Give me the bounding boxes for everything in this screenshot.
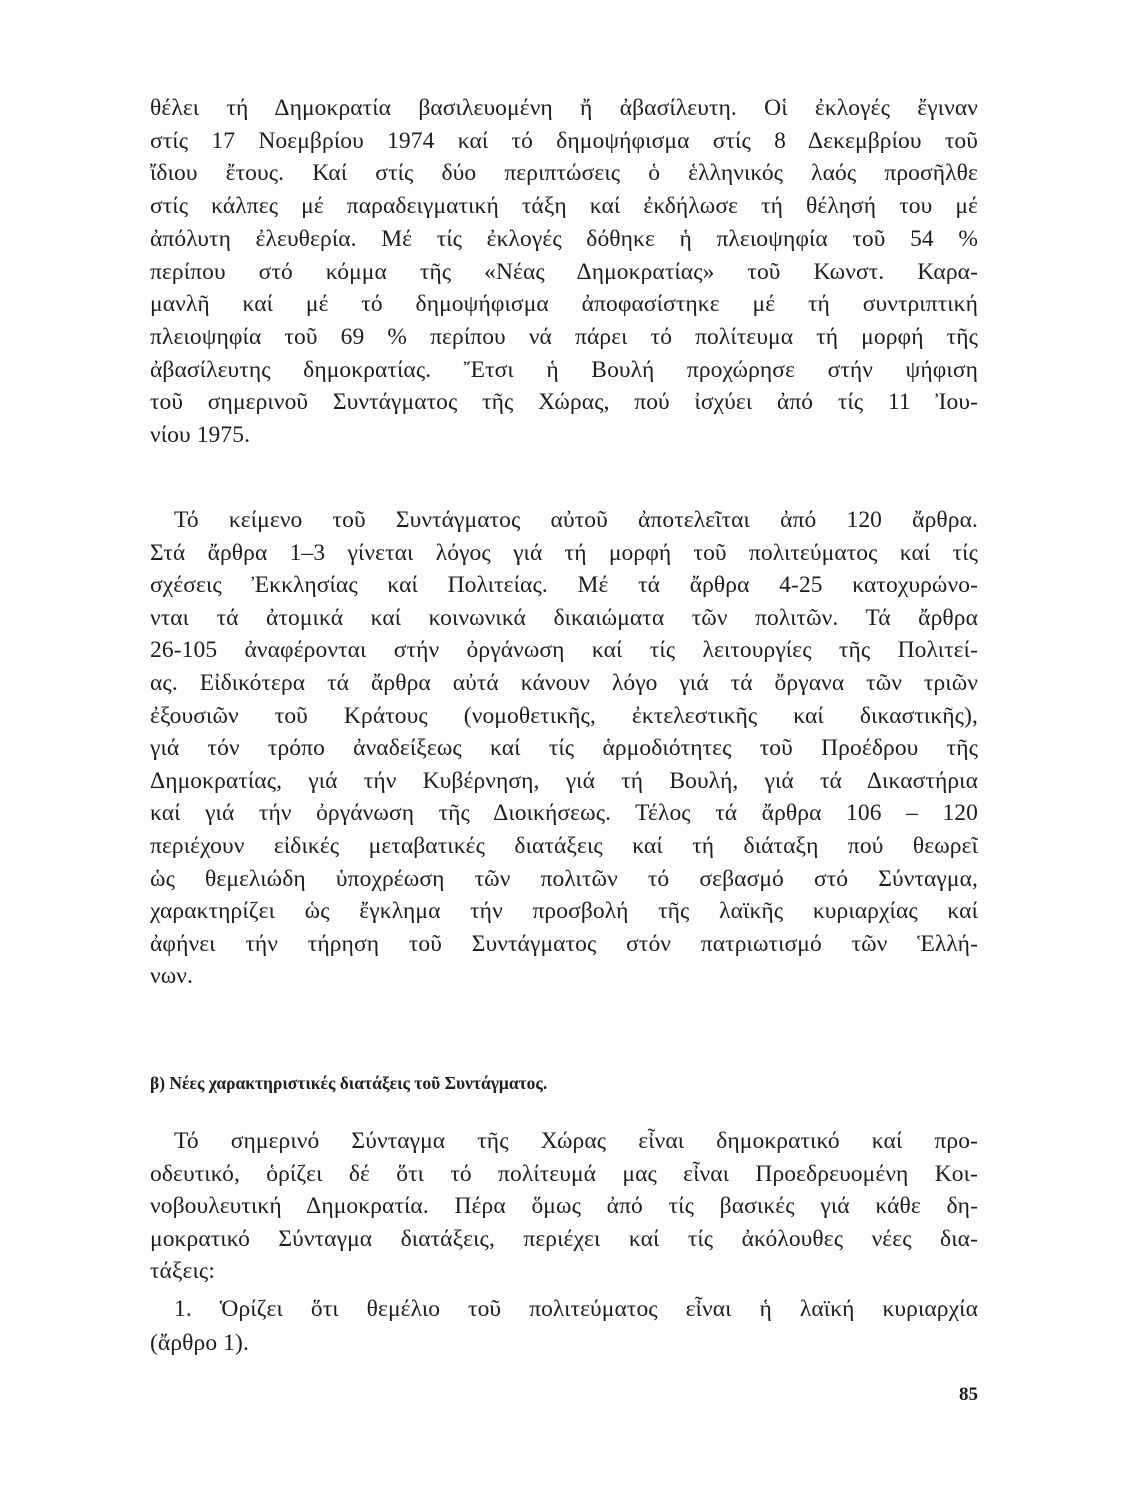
text-line: μοκρατικό Σύνταγμα διατάξεις, περιέχει καί τίς ἀκόλουθες νέες δια- bbox=[150, 1225, 978, 1252]
text-line: Στά ἄρθρα 1–3 γίνεται λόγος γιά τή μορφή τοῦ πολιτεύματος καί τίς bbox=[150, 539, 978, 566]
text-line: ἀβασίλευτης δημοκρατίας. Ἔτσι ἡ Βουλή προχώρησε στήν ψήφιση bbox=[150, 356, 978, 383]
text-line: νοβουλευτική Δημοκρατία. Πέρα ὅμως ἀπό τίς βασικές γιά κάθε δη- bbox=[150, 1193, 978, 1219]
text-line: σχέσεις Ἐκκλησίας καί Πολιτείας. Μέ τά ἄρθρα 4-25 κατοχυρώνο- bbox=[150, 572, 978, 599]
text-line: πλειοψηφία τοῦ 69 % περίπου νά πάρει τό πολίτευμα τή μορφή τῆς bbox=[150, 323, 978, 350]
text-line: γιά τόν τρόπο ἀναδείξεως καί τίς ἁρμοδιότητες τοῦ Προέδρου τῆς bbox=[150, 735, 978, 762]
text-line: νίου 1975. bbox=[150, 422, 251, 448]
page-number: 85 bbox=[959, 1384, 978, 1405]
text-line: περιέχουν εἰδικές μεταβατικές διατάξεις καί τή διάταξη πού θεωρεῖ bbox=[150, 833, 978, 859]
text-line: καί γιά τήν ὀργάνωση τῆς Διοικήσεως. Τέλος τά ἄρθρα 106 – 120 bbox=[150, 800, 978, 827]
text-line: μανλῆ καί μέ τό δημοψήφισμα ἀποφασίστηκε μέ τή συντριπτική bbox=[150, 291, 978, 318]
text-line: νται τά ἀτομικά καί κοινωνικά δικαιώματα τῶν πολιτῶν. Τά ἄρθρα bbox=[150, 604, 978, 631]
text-line: Τό σημερινό Σύνταγμα τῆς Χώρας εἶναι δημοκρατικό καί προ- bbox=[174, 1128, 978, 1154]
text-line: περίπου στό κόμμα τῆς «Νέας Δημοκρατίας» τοῦ Κωνστ. Καρα- bbox=[150, 258, 978, 285]
text-line: νων. bbox=[150, 963, 193, 990]
text-line: ἴδιου ἔτους. Καί στίς δύο περιπτώσεις ὁ ἑλληνικός λαός προσῆλθε bbox=[150, 160, 978, 187]
text-line: 26-105 ἀναφέρονται στήν ὀργάνωση καί τίς λειτουργίες τῆς Πολιτεί- bbox=[150, 637, 978, 664]
text-line: ας. Εἰδικότερα τά ἄρθρα αὐτά κάνουν λόγο γιά τά ὄργανα τῶν τριῶν bbox=[150, 670, 978, 696]
text-line: ἐξουσιῶν τοῦ Κράτους (νομοθετικῆς, ἐκτελεστικῆς καί δικαστικῆς), bbox=[150, 702, 978, 729]
text-line: 1. Ὁρίζει ὅτι θεμέλιο τοῦ πολιτεύματος εἶναι ἡ λαϊκή κυριαρχία bbox=[174, 1296, 978, 1322]
section-heading: β) Νέες χαρακτηριστικές διατάξεις τοῦ Συντάγματος. bbox=[150, 1073, 548, 1093]
text-line: ἀπόλυτη ἐλευθερία. Μέ τίς ἐκλογές δόθηκε ἡ πλειοψηφία τοῦ 54 % bbox=[150, 225, 978, 252]
text-line: τοῦ σημερινοῦ Συντάγματος τῆς Χώρας, πού ἰσχύει ἀπό τίς 11 Ἰου- bbox=[150, 389, 978, 416]
text-line: Δημοκρατίας, γιά τήν Κυβέρνηση, γιά τή Βουλή, γιά τά Δικαστήρια bbox=[150, 767, 978, 794]
text-line: ὡς θεμελιώδη ὑποχρέωση τῶν πολιτῶν τό σεβασμό στό Σύνταγμα, bbox=[150, 865, 978, 892]
text-line: στίς κάλπες μέ παραδειγματική τάξη καί ἐκδήλωσε τή θέλησή του μέ bbox=[150, 193, 978, 220]
text-line: οδευτικό, ὁρίζει δέ ὅτι τό πολίτευμά μας εἶναι Προεδρευομένη Κοι- bbox=[150, 1160, 978, 1187]
text-line: θέλει τή Δημοκρατία βασιλευομένη ἤ ἀβασίλευτη. Οἱ ἐκλογές ἔγιναν bbox=[150, 95, 978, 121]
text-line: (ἄρθρο 1). bbox=[150, 1330, 249, 1356]
text-line: χαρακτηρίζει ὡς ἔγκλημα τήν προσβολή τῆς λαϊκῆς κυριαρχίας καί bbox=[150, 898, 978, 925]
text-line: ἀφήνει τήν τήρηση τοῦ Συντάγματος στόν πατριωτισμό τῶν Ἑλλή- bbox=[150, 930, 978, 957]
text-line: Τό κείμενο τοῦ Συντάγματος αὐτοῦ ἀποτελεῖται ἀπό 120 ἄρθρα. bbox=[174, 507, 978, 533]
text-line: στίς 17 Νοεμβρίου 1974 καί τό δημοψήφισμα στίς 8 Δεκεμβρίου τοῦ bbox=[150, 127, 978, 154]
text-line: τάξεις: bbox=[150, 1258, 215, 1284]
